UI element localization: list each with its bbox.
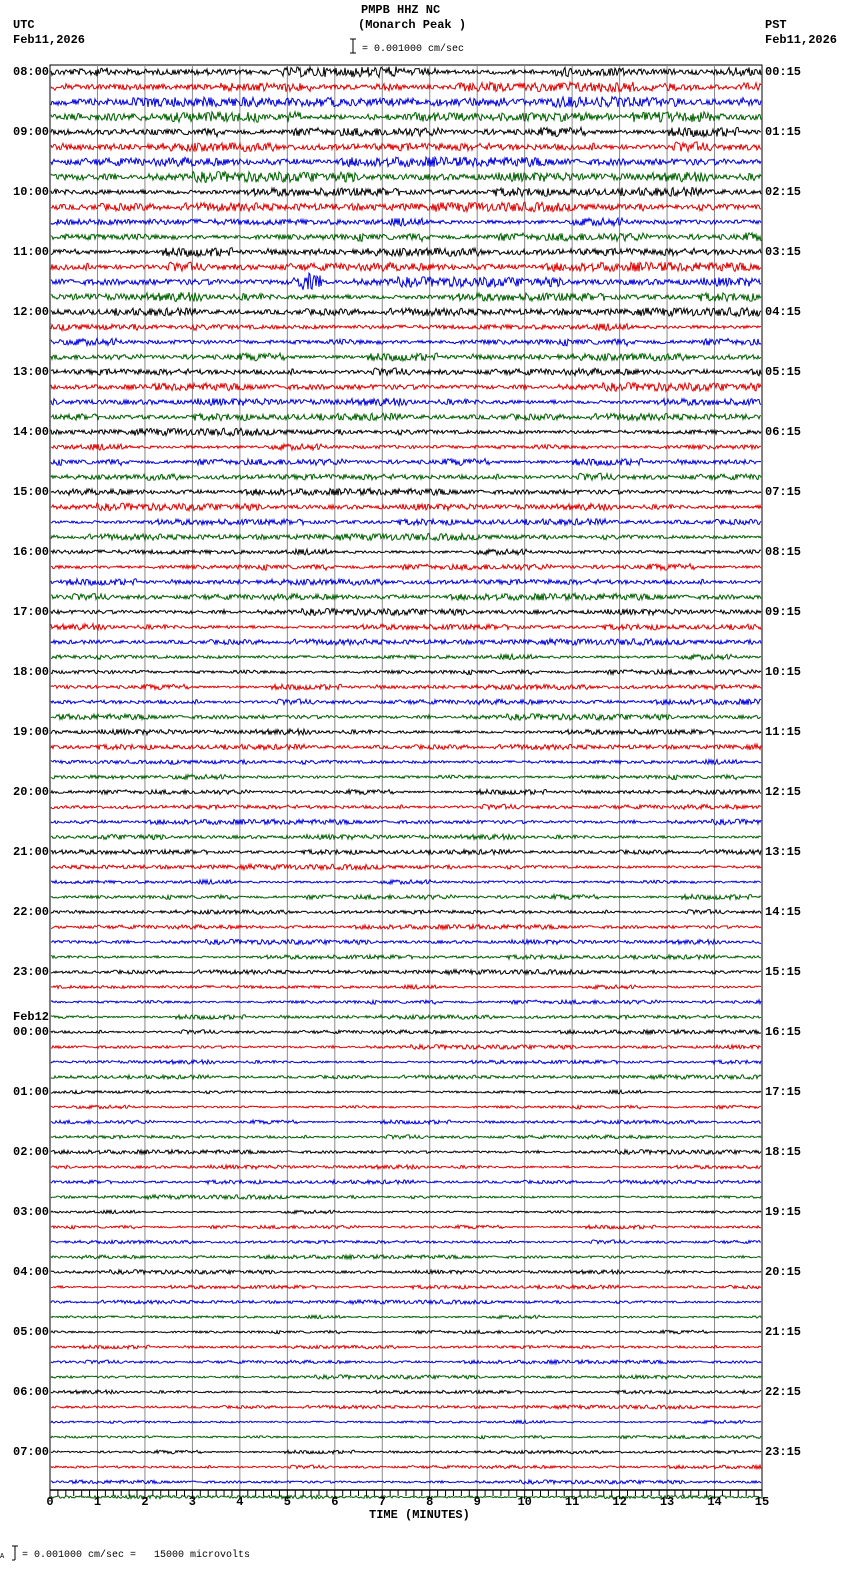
pst-hour-label: 05:15 [765, 365, 802, 379]
seismic-trace [51, 1450, 761, 1453]
seismic-trace [51, 428, 761, 436]
x-tick-label: 5 [283, 1495, 291, 1509]
seismic-trace [51, 97, 761, 108]
seismic-trace [51, 503, 761, 510]
seismic-trace [51, 790, 761, 795]
seismic-trace [51, 383, 761, 392]
seismic-trace [51, 895, 761, 900]
seismic-trace [51, 880, 761, 884]
pst-hour-label: 15:15 [765, 965, 802, 979]
x-tick-label: 10 [517, 1495, 532, 1509]
seismic-trace [51, 273, 761, 290]
seismic-trace [51, 939, 761, 944]
left-timezone: UTC [13, 18, 35, 32]
seismic-trace [51, 202, 761, 212]
pst-hour-label: 22:15 [765, 1385, 802, 1399]
seismic-trace [51, 1315, 761, 1318]
seismic-trace [51, 218, 761, 226]
seismic-trace [51, 1000, 761, 1004]
seismic-trace [51, 1210, 761, 1213]
pst-hour-label: 02:15 [765, 185, 802, 199]
right-date: Feb11,2026 [765, 33, 838, 47]
pst-hour-label: 23:15 [765, 1445, 802, 1459]
seismic-trace [51, 413, 761, 420]
seismic-trace [51, 1360, 761, 1364]
seismic-trace [51, 339, 761, 346]
x-tick-label: 1 [93, 1495, 102, 1509]
seismic-trace [51, 188, 761, 197]
seismic-trace [51, 699, 761, 705]
seismic-trace [51, 1165, 761, 1169]
seismic-trace [51, 308, 761, 317]
seismic-trace [51, 609, 761, 616]
seismic-trace [51, 1120, 761, 1124]
seismic-trace [51, 1150, 761, 1155]
seismic-trace [51, 1225, 761, 1229]
seismic-trace [51, 292, 761, 302]
utc-hour-label: 16:00 [13, 545, 50, 559]
x-tick-label: 7 [378, 1495, 386, 1509]
seismic-trace [51, 1060, 761, 1064]
pst-hour-label: 13:15 [765, 845, 802, 859]
pst-hour-label: 21:15 [765, 1325, 802, 1339]
pst-hour-label: 07:15 [765, 485, 802, 499]
seismic-trace [51, 1300, 761, 1304]
footer-mark: A [0, 1553, 5, 1561]
seismic-trace [51, 760, 761, 765]
seismic-trace [51, 1345, 761, 1348]
seismic-trace [51, 714, 761, 720]
x-tick-label: 15 [754, 1495, 770, 1509]
date-change-label: Feb12 [13, 1010, 50, 1024]
utc-hour-label: 20:00 [13, 785, 50, 799]
utc-hour-label: 06:00 [13, 1385, 50, 1399]
utc-hour-label: 12:00 [13, 305, 50, 319]
utc-hour-label: 18:00 [13, 665, 50, 679]
pst-hour-label: 18:15 [765, 1145, 802, 1159]
utc-hour-label: 13:00 [13, 365, 50, 379]
seismic-trace [51, 127, 761, 136]
utc-hour-label: 04:00 [13, 1265, 50, 1279]
x-tick-label: 14 [707, 1495, 722, 1509]
seismic-trace [51, 368, 761, 376]
utc-hour-label: 02:00 [13, 1145, 50, 1159]
utc-hour-label: 08:00 [13, 65, 50, 79]
pst-hour-label: 19:15 [765, 1205, 802, 1219]
x-tick-label: 13 [659, 1495, 675, 1509]
x-tick-label: 6 [331, 1495, 339, 1509]
seismic-trace [51, 864, 761, 869]
utc-hour-label: 07:00 [13, 1445, 50, 1459]
seismic-trace [51, 925, 761, 930]
seismic-trace [51, 1480, 761, 1484]
seismic-trace [51, 1420, 761, 1423]
x-tick-label: 3 [188, 1495, 197, 1509]
seismic-trace [51, 262, 761, 272]
x-tick-label: 2 [141, 1495, 149, 1509]
seismic-trace [51, 744, 761, 750]
utc-hour-label: 15:00 [13, 485, 50, 499]
x-tick-label: 9 [473, 1495, 481, 1509]
seismic-trace [51, 804, 761, 809]
seismic-trace [51, 1465, 761, 1469]
seismic-trace [51, 1375, 761, 1379]
seismic-trace [51, 1270, 761, 1274]
seismic-trace [51, 1045, 761, 1050]
seismic-trace [51, 955, 761, 959]
seismic-trace [51, 1090, 761, 1094]
seismic-trace [51, 248, 761, 257]
seismic-trace [51, 549, 761, 555]
x-tick-label: 8 [426, 1495, 434, 1509]
seismic-trace [51, 985, 761, 989]
seismic-trace [51, 910, 761, 915]
utc-hour-label: 19:00 [13, 725, 50, 739]
utc-hour-label: 23:00 [13, 965, 50, 979]
seismic-trace [51, 142, 761, 152]
left-date: Feb11,2026 [13, 33, 86, 47]
x-tick-label: 11 [564, 1495, 580, 1509]
utc-hour-label: 00:00 [13, 1025, 50, 1039]
seismic-trace [51, 834, 761, 839]
seismic-trace [51, 1180, 761, 1184]
pst-hour-label: 04:15 [765, 305, 802, 319]
pst-hour-label: 11:15 [765, 725, 802, 739]
pst-hour-label: 20:15 [765, 1265, 802, 1279]
seismic-trace [51, 1255, 761, 1259]
seismic-trace [51, 639, 761, 645]
seismic-trace [51, 1435, 761, 1438]
seismic-trace [51, 489, 761, 496]
pst-hour-label: 06:15 [765, 425, 802, 439]
seismic-trace [51, 519, 761, 525]
seismic-trace [51, 1285, 761, 1289]
pst-hour-label: 00:15 [765, 65, 802, 79]
pst-hour-label: 14:15 [765, 905, 802, 919]
utc-hour-label: 14:00 [13, 425, 50, 439]
x-tick-label: 12 [612, 1495, 627, 1509]
utc-hour-label: 10:00 [13, 185, 50, 199]
pst-hour-label: 03:15 [765, 245, 802, 259]
seismic-trace [51, 1240, 761, 1244]
seismic-trace [51, 233, 761, 242]
x-tick-label: 4 [236, 1495, 244, 1509]
seismic-trace [51, 172, 761, 183]
scale-label: = 0.001000 cm/sec [362, 44, 465, 55]
utc-hour-label: 05:00 [13, 1325, 50, 1339]
utc-hour-label: 03:00 [13, 1205, 50, 1219]
seismic-trace [51, 579, 761, 585]
utc-hour-label: 22:00 [13, 905, 50, 919]
pst-hour-label: 10:15 [765, 665, 802, 679]
seismic-trace [51, 1075, 761, 1079]
seismic-trace [51, 444, 761, 450]
seismic-trace [51, 1015, 761, 1019]
pst-hour-label: 08:15 [765, 545, 802, 559]
pst-hour-label: 01:15 [765, 125, 802, 139]
seismic-trace [51, 775, 761, 780]
seismic-trace [51, 850, 761, 855]
seismic-trace [51, 324, 761, 331]
seismic-trace [51, 1030, 761, 1034]
pst-hour-label: 17:15 [765, 1085, 802, 1099]
seismic-trace [51, 819, 761, 825]
seismic-trace [51, 654, 761, 659]
right-timezone: PST [765, 18, 787, 32]
x-tick-label: 0 [46, 1495, 54, 1509]
seismic-trace [51, 1195, 761, 1199]
pst-hour-label: 12:15 [765, 785, 802, 799]
utc-hour-label: 21:00 [13, 845, 50, 859]
seismic-trace [51, 353, 761, 361]
pst-hour-label: 09:15 [765, 605, 802, 619]
utc-hour-label: 17:00 [13, 605, 50, 619]
seismic-trace [51, 398, 761, 406]
seismic-trace [51, 564, 761, 570]
seismic-trace [51, 594, 761, 601]
seismic-trace [51, 67, 761, 78]
seismic-trace [51, 112, 761, 122]
utc-hour-label: 01:00 [13, 1085, 50, 1099]
seismic-trace [51, 473, 761, 480]
seismic-trace [51, 684, 761, 689]
seismic-trace [51, 459, 761, 466]
station-title: PMPB HHZ NC [361, 3, 441, 17]
seismic-trace [51, 729, 761, 735]
utc-hour-label: 09:00 [13, 125, 50, 139]
seismic-trace [51, 1405, 761, 1409]
utc-hour-label: 11:00 [13, 245, 50, 259]
seismic-trace [51, 82, 761, 92]
seismic-trace [51, 534, 761, 541]
seismic-trace [51, 670, 761, 675]
seismic-trace [51, 624, 761, 630]
seismic-trace [51, 1105, 761, 1109]
x-axis-label: TIME (MINUTES) [369, 1508, 470, 1522]
seismic-trace [51, 1330, 761, 1334]
seismic-trace [51, 970, 761, 975]
station-name: (Monarch Peak ) [358, 18, 467, 32]
pst-hour-label: 16:15 [765, 1025, 802, 1039]
seismic-trace [51, 157, 761, 167]
seismic-trace [51, 1390, 761, 1394]
footer-scale-label: = 0.001000 cm/sec = 15000 microvolts [22, 1550, 251, 1561]
seismic-trace [51, 1135, 761, 1139]
